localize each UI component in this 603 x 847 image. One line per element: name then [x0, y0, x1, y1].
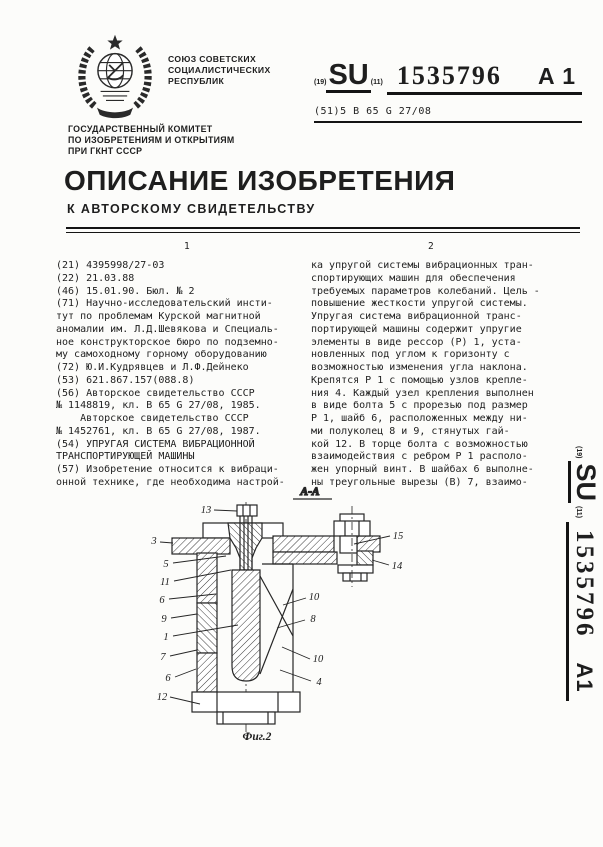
- sidebar-inid-19: (19): [575, 446, 582, 459]
- publication-number: 1535796: [396, 61, 502, 90]
- sidebar-kind-code: A1: [572, 662, 597, 693]
- flange-right-end: [357, 536, 380, 552]
- abstract-line: Упругая система вибрационной транс-: [311, 311, 522, 322]
- flange-right: [273, 536, 334, 552]
- slotted-bolt: [228, 523, 262, 570]
- abstract-line: возможностью изменения угла наклона.: [311, 362, 528, 373]
- union-line: РЕСПУБЛИК: [168, 76, 225, 86]
- base-plate: [192, 692, 300, 712]
- bib-line: (53) 621.867.157(088.8): [56, 374, 195, 386]
- abstract-line: ка упругой системы вибрационных тран-: [311, 260, 534, 271]
- callout: 13: [200, 505, 212, 516]
- figure-drawing: [140, 486, 485, 754]
- sidebar-country-code: SU: [568, 461, 600, 503]
- callout: 8: [310, 614, 316, 625]
- country-code: SU: [328, 59, 369, 91]
- washer-stack-bottom: [197, 653, 217, 692]
- abstract-line: повышение жесткости упругой системы.: [311, 298, 528, 310]
- abstract-line: жен упорный винт. В шайбах 6 выполне-: [311, 464, 534, 475]
- callout: 9: [161, 614, 167, 625]
- bib-line: Авторское свидетельство СССР: [56, 413, 249, 424]
- abstract-line: кой 12. В торце болта с возможностью: [311, 438, 528, 450]
- bib-line: (72) Ю.И.Кудрявцев и Л.Ф.Дейнеко: [56, 362, 249, 373]
- abstract-line: портирующей машины содержит упругие: [311, 323, 522, 335]
- bib-line: (21) 4395998/27-03: [56, 260, 165, 271]
- abstract-line: ми полуколец 8 и 9, стянутых гай-: [311, 425, 510, 437]
- abstract-line: Крепятся Р 1 с помощью узлов крепле-: [311, 374, 528, 386]
- document-title: ОПИСАНИЕ ИЗОБРЕТЕНИЯ: [64, 165, 456, 196]
- callout: 4: [316, 677, 322, 688]
- abstract-line: спортирующих машин для обеспечения: [311, 272, 516, 284]
- washer-stack-mid: [197, 603, 217, 653]
- bib-line: аномалии им. Л.Д.Шевякова и Специаль-: [56, 323, 279, 335]
- bib-line: (71) Научно-исследовательский инсти-: [56, 298, 273, 310]
- kind-code: A 1: [538, 63, 576, 89]
- bib-line: (22) 21.03.88: [56, 272, 135, 284]
- callout: 7: [160, 652, 166, 663]
- document-subtitle: К АВТОРСКОМУ СВИДЕТЕЛЬСТВУ: [67, 202, 316, 216]
- abstract-line: Р 1, шайб 6, расположенных между ни-: [311, 413, 528, 424]
- callout: 11: [160, 577, 170, 588]
- callout: 1: [163, 632, 169, 643]
- bib-line: ТРАНСПОРТИРУЮЩЕЙ МАШИНЫ: [56, 451, 195, 463]
- sidebar-number-line: [566, 522, 598, 701]
- bib-line: тут по проблемам Курской магнитной: [56, 311, 261, 322]
- committee-name: [68, 124, 235, 157]
- callout: 12: [156, 692, 168, 703]
- abstract-line: взаимодействия с ребром Р 1 располо-: [311, 451, 528, 463]
- callout: 14: [391, 561, 403, 572]
- callout: 6: [159, 595, 165, 606]
- column-number-right: 2: [428, 241, 434, 252]
- committee-line: ГОСУДАРСТВЕННЫЙ КОМИТЕТ: [68, 124, 213, 134]
- section-label: А-А: [300, 486, 320, 498]
- bib-line: (46) 15.01.90. Бюл. № 2: [56, 285, 195, 297]
- washer-right: [357, 551, 373, 565]
- abstract-line: ны треугольные вырезы (В) 7, взаимо-: [311, 476, 528, 488]
- sidebar-inid-11: (11): [575, 505, 582, 519]
- bib-line: № 1452761, кл. B 65 G 27/08, 1987.: [56, 425, 261, 437]
- bib-line: (54) УПРУГАЯ СИСТЕМА ВИБРАЦИОННОЙ: [56, 438, 255, 450]
- bib-line: (57) Изобретение относится к вибраци-: [56, 464, 279, 475]
- inid-code-11: (11): [370, 79, 383, 86]
- committee-line: ПРИ ГКНТ СССР: [68, 146, 143, 156]
- callout: 10: [308, 592, 320, 603]
- flange-left: [172, 538, 230, 554]
- callout: 6: [165, 673, 171, 684]
- header-divider: [66, 227, 580, 233]
- column-number-left: 1: [184, 241, 190, 252]
- bib-line: онной технике, где необходима настрой-: [56, 476, 285, 488]
- abstract-column: [311, 260, 567, 490]
- callout: 15: [392, 531, 404, 542]
- callout: 5: [163, 559, 169, 570]
- abstract-line: требуемых параметров колебаний. Цель -: [311, 285, 540, 297]
- abstract-line: в виде болта 5 с прорезью под размер: [311, 400, 528, 412]
- sidebar-number: 1535796: [571, 530, 598, 639]
- union-name: [168, 54, 271, 87]
- ipc-classification: (51)5 B 65 G 27/08: [314, 106, 582, 123]
- figure-caption: Фиг.2: [242, 731, 272, 743]
- flange-right-lower: [273, 552, 337, 564]
- number-kind-line: [387, 61, 582, 95]
- publication-number-row: [314, 60, 582, 95]
- bib-line: ное конструкторское бюро по подземно-: [56, 336, 279, 348]
- callout: 10: [312, 654, 324, 665]
- base-plate-lower: [217, 712, 275, 724]
- bolt-13-head: [237, 505, 257, 516]
- abstract-line: элементы в виде рессор (Р) 1, уста-: [311, 336, 522, 348]
- union-line: СОЦИАЛИСТИЧЕСКИХ: [168, 65, 271, 75]
- inid-code-19: (19): [314, 79, 327, 86]
- bib-line: № 1148819, кл. B 65 G 27/08, 1985.: [56, 400, 261, 412]
- abstract-line: новленных под углом к горизонту с: [311, 349, 510, 361]
- ussr-emblem-icon: [70, 31, 160, 123]
- abstract-line: ния 4. Каждый узел крепления выполнен: [311, 387, 534, 399]
- union-line: СОЮЗ СОВЕТСКИХ: [168, 54, 257, 64]
- bib-line: му самоходному горному оборудованию: [56, 349, 267, 361]
- committee-line: ПО ИЗОБРЕТЕНИЯМ И ОТКРЫТИЯМ: [68, 135, 235, 145]
- sidebar-publication-number: [540, 446, 600, 722]
- bib-line: (56) Авторское свидетельство СССР: [56, 387, 255, 399]
- bibliographic-column: [56, 260, 312, 490]
- callout: 3: [151, 536, 157, 547]
